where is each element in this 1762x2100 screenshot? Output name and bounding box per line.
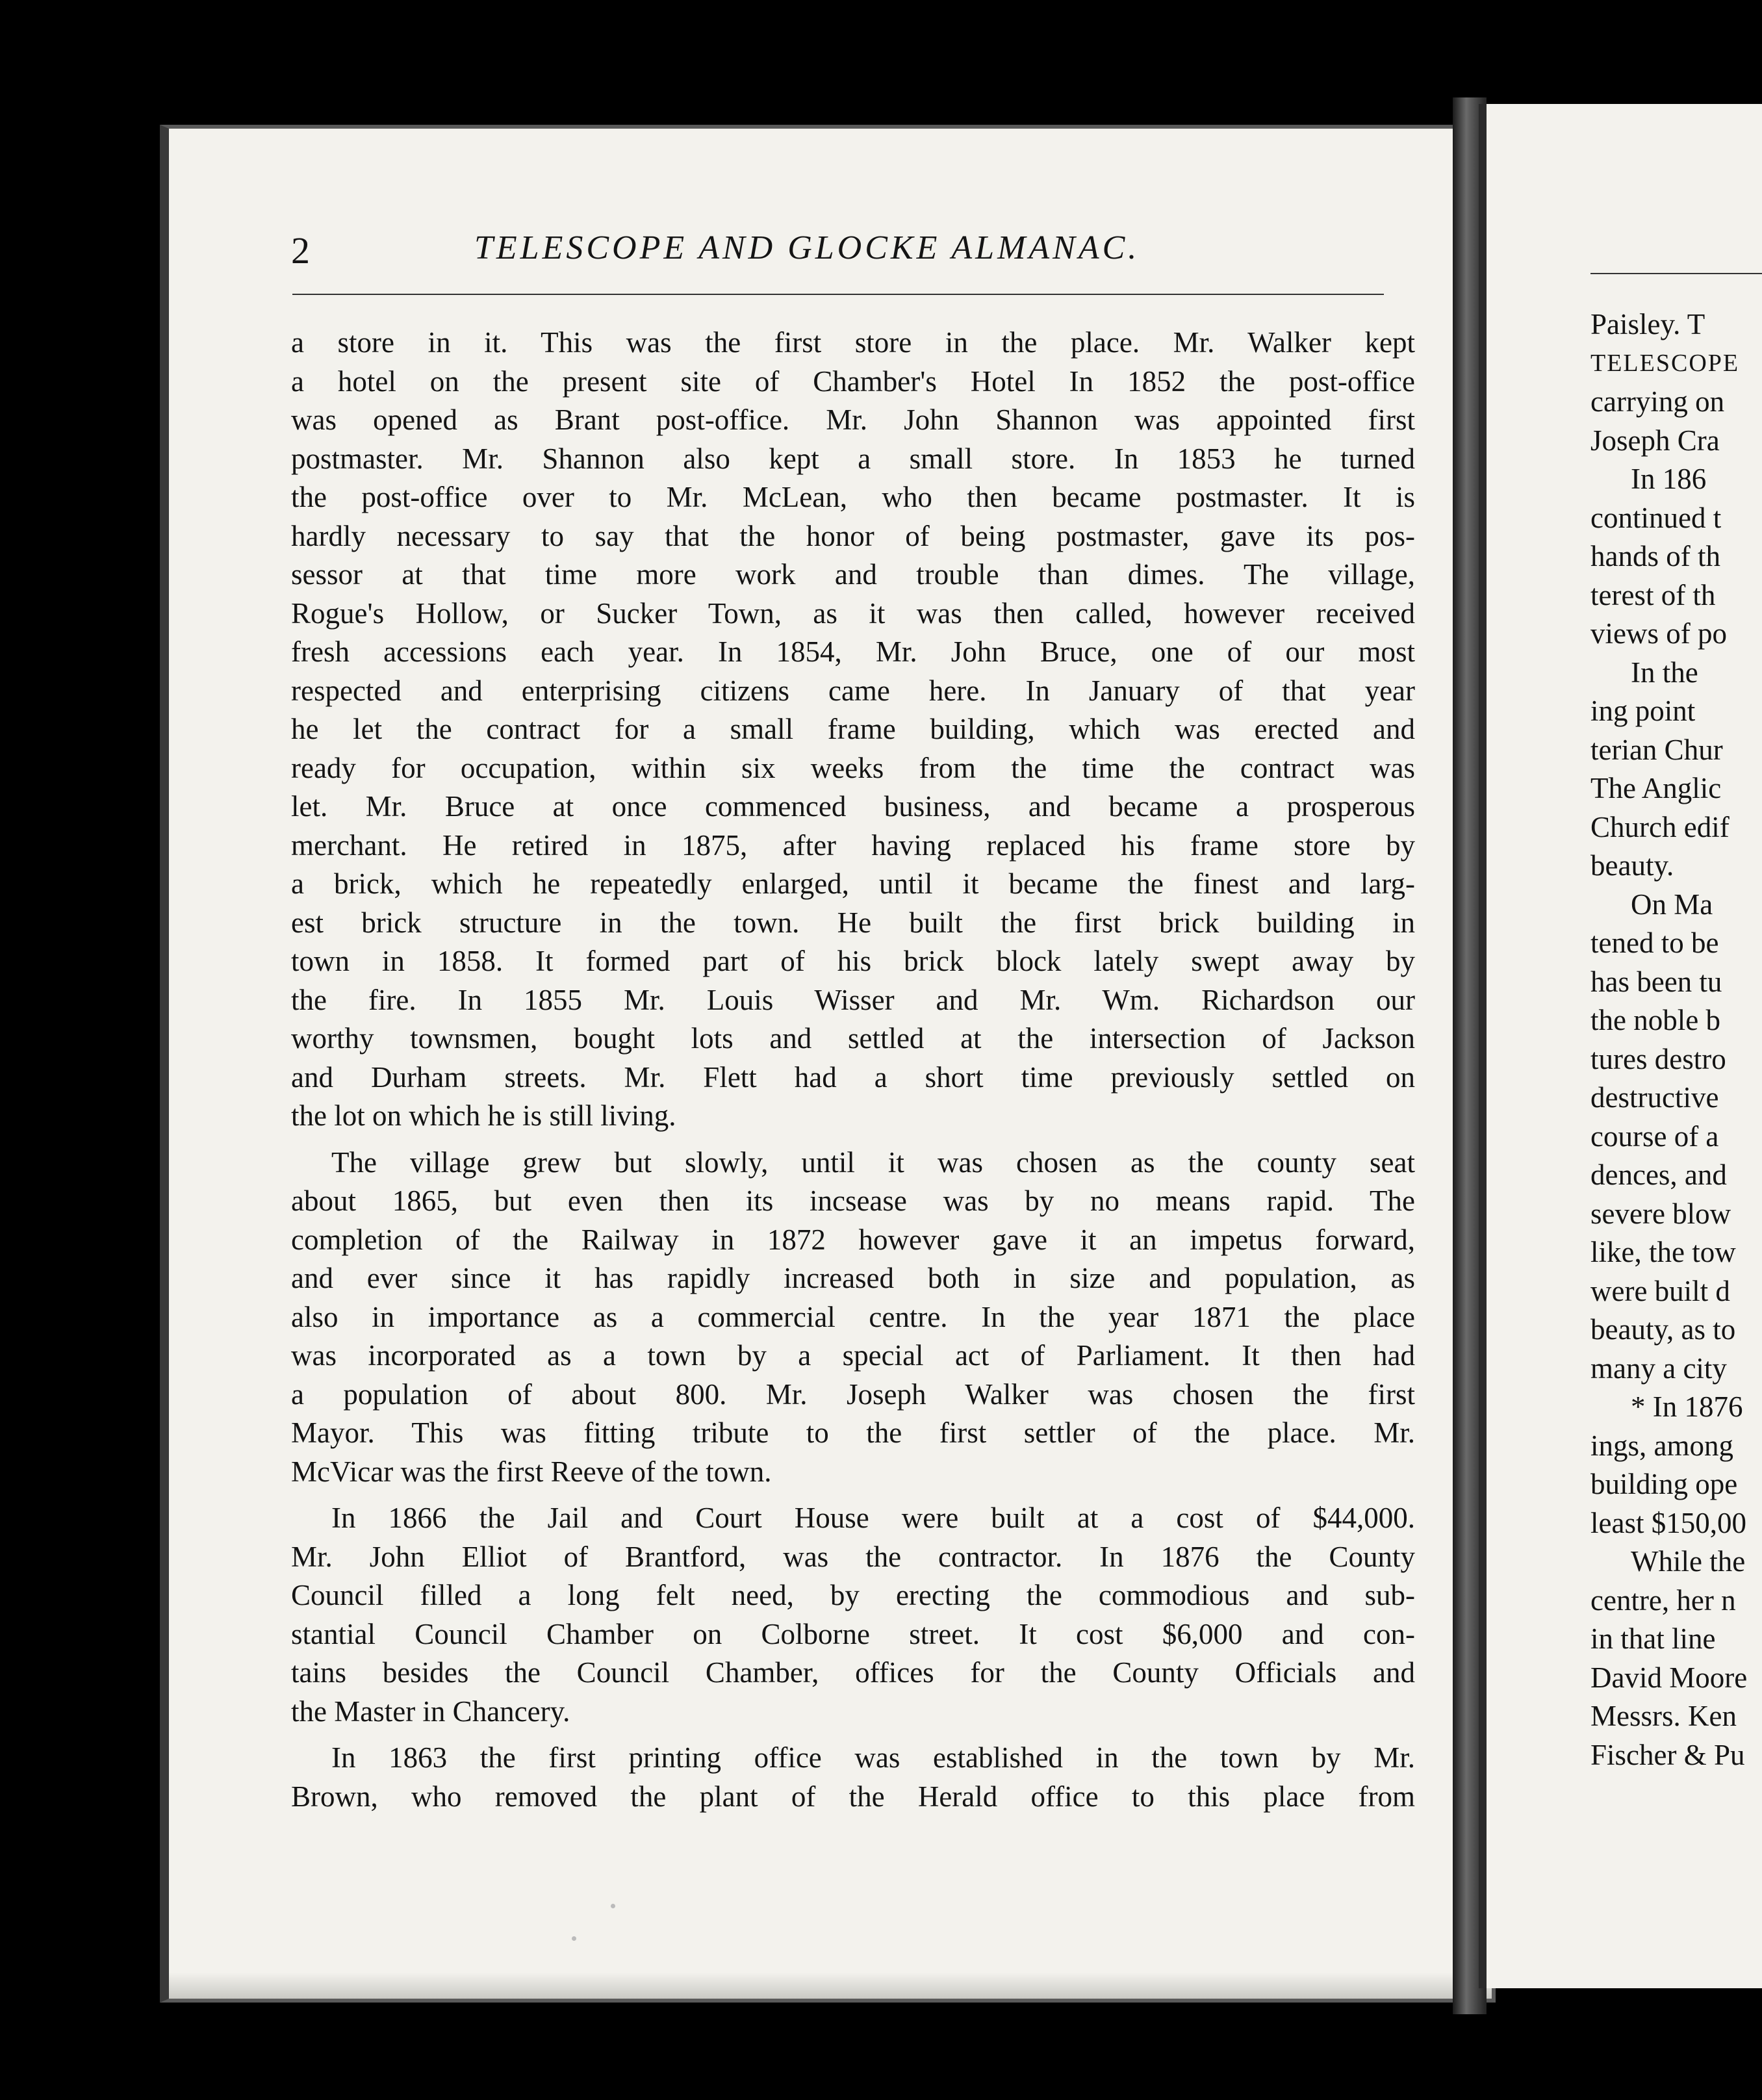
text-line: In 1863 the first printing office was established in the town by Mr.	[331, 1741, 1415, 1774]
text-line: Mayor. This was fitting tribute to the first settler of the place. Mr.	[291, 1416, 1415, 1449]
text-line: ready for occupation, within six weeks from the time the contract was	[291, 751, 1415, 784]
right-text-line: carrying on	[1590, 385, 1725, 418]
text-line: a population of about 800. Mr. Joseph Walker was chosen the first	[291, 1377, 1415, 1411]
right-text-line: On Ma	[1631, 888, 1713, 921]
right-header-rule	[1590, 273, 1762, 274]
right-text-line: terian Chur	[1590, 733, 1723, 766]
right-text-line: severe blow	[1590, 1197, 1731, 1230]
right-text-line: dences, and	[1590, 1159, 1727, 1191]
right-text-line: were built d	[1590, 1274, 1730, 1307]
right-text-line: Fischer & Pu	[1590, 1738, 1745, 1771]
text-line: about 1865, but even then its incsease was by no means rapid. The	[291, 1184, 1415, 1217]
right-text-line: Church edif	[1590, 810, 1730, 843]
paragraph-gap	[291, 1491, 1415, 1499]
text-line: The village grew but slowly, until it was chosen as the county seat	[331, 1146, 1415, 1179]
text-line: Council filled a long felt need, by erecting the commodious and sub-	[291, 1579, 1415, 1611]
paragraph	[291, 1499, 1415, 1731]
text-line: postmaster. Mr. Shannon also kept a small store. In 1853 he turned	[291, 442, 1415, 475]
text-line: Rogue's Hollow, or Sucker Town, as it was then called, however received	[291, 596, 1415, 630]
text-line: completion of the Railway in 1872 however gave it an impetus forward,	[291, 1223, 1415, 1256]
text-line: also in importance as a commercial centre. In the year 1871 the place	[291, 1300, 1415, 1333]
paper-speck	[611, 1904, 615, 1908]
right-text-line: in that line	[1590, 1622, 1716, 1655]
text-line: stantial Council Chamber on Colborne street. It cost $6,000 and con-	[291, 1617, 1415, 1650]
text-line: est brick structure in the town. He built the first brick building in	[291, 906, 1415, 939]
text-line: the Master in Chancery.	[291, 1695, 570, 1728]
right-text-line: David Moore	[1590, 1661, 1748, 1694]
text-line: sessor at that time more work and trouble than dimes. The village,	[291, 558, 1415, 591]
text-line: and Durham streets. Mr. Flett had a short time previously settled on	[291, 1060, 1415, 1094]
right-text-line: views of po	[1590, 617, 1727, 650]
text-line: In 1866 the Jail and Court House were built at a cost of $44,000.	[331, 1502, 1415, 1534]
text-line: Mr. John Elliot of Brantford, was the contractor. In 1876 the County	[291, 1540, 1415, 1573]
text-line: Brown, who removed the plant of the Herald office to this place from	[291, 1780, 1415, 1813]
right-text-line: beauty.	[1590, 849, 1674, 882]
page-number: 2	[291, 229, 310, 272]
right-text-line: many a city	[1590, 1351, 1727, 1385]
text-line: a store in it. This was the first store in the place. Mr. Walker kept	[291, 326, 1415, 359]
paragraph	[291, 1739, 1415, 1816]
right-text-line: hands of th	[1590, 540, 1720, 572]
right-text-line: TELESCOPE	[1590, 349, 1740, 377]
text-line: worthy townsmen, bought lots and settled at the intersection of Jackson	[291, 1022, 1415, 1055]
right-text-line: has been tu	[1590, 965, 1722, 998]
text-line: the fire. In 1855 Mr. Louis Wisser and Mr. Wm. Richardson our	[291, 983, 1415, 1016]
text-line: hardly necessary to say that the honor of being postmaster, gave its pos-	[291, 519, 1415, 552]
right-text-line: destructive	[1590, 1081, 1719, 1114]
text-line: let. Mr. Bruce at once commenced business, and became a prosperous	[291, 790, 1415, 823]
right-text-line: Paisley. T	[1590, 308, 1705, 340]
right-text-line: In 186	[1631, 463, 1707, 495]
text-line: a brick, which he repeatedly enlarged, until it became the finest and larg-	[291, 867, 1415, 900]
right-text-line: like, the tow	[1590, 1236, 1736, 1268]
paragraph	[291, 1144, 1415, 1492]
text-line: town in 1858. It formed part of his brick block lately swept away by	[291, 945, 1415, 977]
right-text-line: tened to be	[1590, 927, 1719, 959]
text-line: fresh accessions each year. In 1854, Mr. John Bruce, one of our most	[291, 635, 1415, 668]
text-line: merchant. He retired in 1875, after having replaced his frame store by	[291, 828, 1415, 862]
text-line: was incorporated as a town by a special act of Parliament. It then had	[291, 1339, 1415, 1372]
text-line: respected and enterprising citizens came here. In January of that year	[291, 674, 1415, 707]
right-text-line: Joseph Cra	[1590, 424, 1720, 457]
right-text-line: terest of th	[1590, 578, 1716, 611]
right-text-line: * In 1876	[1631, 1390, 1743, 1423]
right-text-line: least $150,00	[1590, 1506, 1746, 1539]
paper-speck	[572, 1936, 576, 1941]
text-line: and ever since it has rapidly increased both in size and population, as	[291, 1262, 1415, 1294]
text-line: he let the contract for a small frame building, which was erected and	[291, 713, 1415, 745]
right-text-line: continued t	[1590, 501, 1722, 534]
running-head: TELESCOPE AND GLOCKE ALMANAC.	[474, 229, 1140, 266]
right-text-line: the noble b	[1590, 1004, 1720, 1036]
right-text-line: centre, her n	[1590, 1583, 1736, 1617]
header-rule	[292, 294, 1384, 295]
right-text-line: building ope	[1590, 1468, 1738, 1500]
right-text-line: course of a	[1590, 1120, 1719, 1153]
right-text-line: ing point	[1590, 695, 1696, 727]
paragraph	[291, 324, 1415, 1136]
text-line: a hotel on the present site of Chamber's Hotel In 1852 the post-office	[291, 365, 1415, 398]
paragraph-gap	[291, 1731, 1415, 1739]
text-line: the lot on which he is still living.	[291, 1099, 676, 1132]
text-line: was opened as Brant post-office. Mr. John Shannon was appointed first	[291, 403, 1415, 436]
right-page-text	[1590, 305, 1762, 1774]
body-text	[291, 324, 1415, 1816]
right-text-line: Messrs. Ken	[1590, 1700, 1737, 1732]
right-text-line: While the	[1631, 1545, 1746, 1578]
right-text-line: In the	[1631, 656, 1698, 689]
text-line: tains besides the Council Chamber, offices for the County Officials and	[291, 1656, 1415, 1689]
right-text-line: tures destro	[1590, 1042, 1726, 1075]
paragraph-gap	[291, 1136, 1415, 1144]
right-text-line: ings, among	[1590, 1429, 1733, 1462]
right-text-line: beauty, as to	[1590, 1313, 1736, 1346]
right-text-line: The Anglic	[1590, 772, 1722, 804]
text-line: the post-office over to Mr. McLean, who then became postmaster. It is	[291, 481, 1415, 513]
text-line: McVicar was the first Reeve of the town.	[291, 1455, 772, 1488]
